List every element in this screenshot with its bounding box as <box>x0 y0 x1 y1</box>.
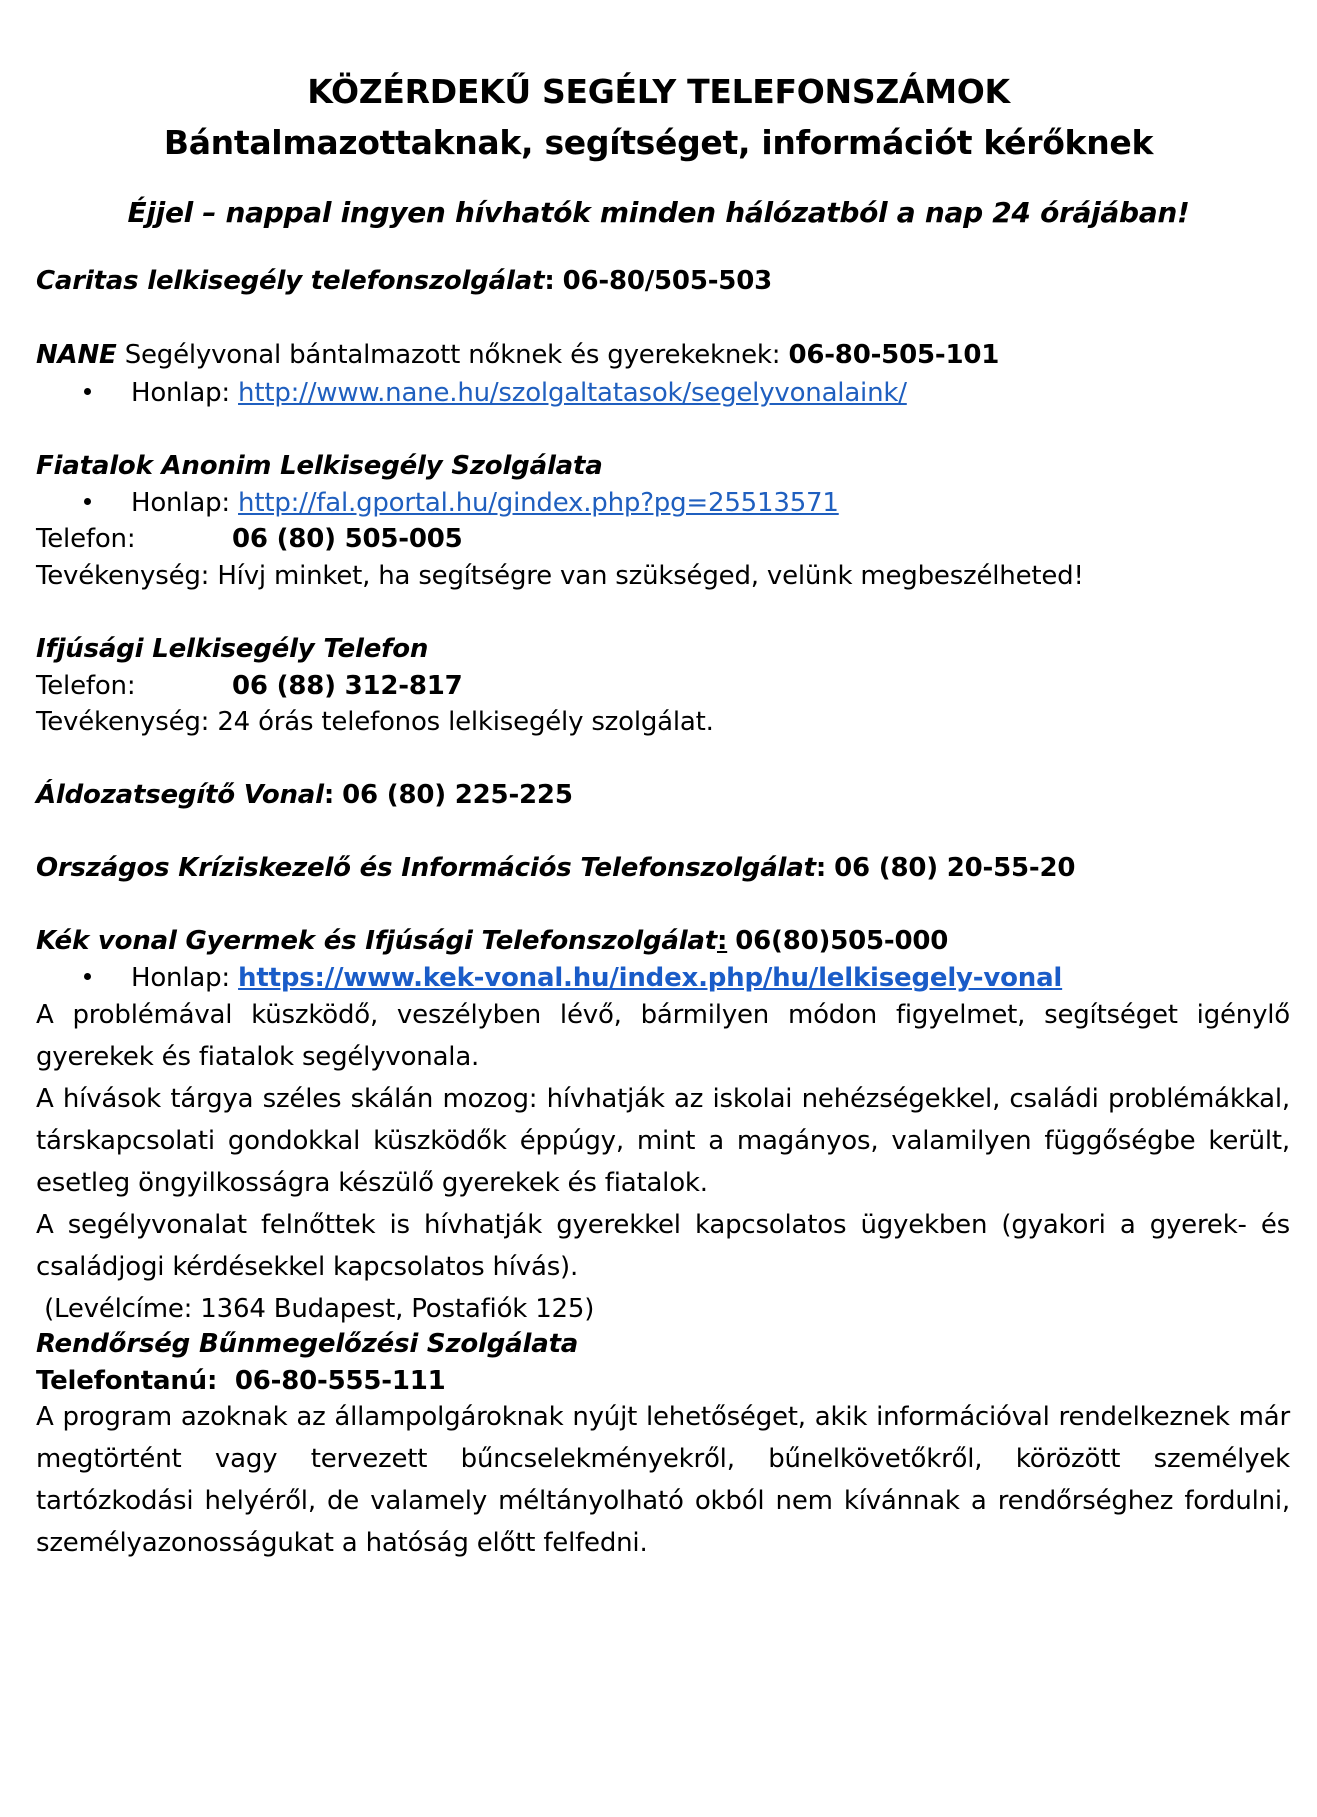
entry-ifjusagi-activity-row <box>36 707 714 737</box>
entry-rendorseg-phone-row <box>36 1366 446 1396</box>
entry-nane <box>36 340 999 370</box>
entry-aldozatsegito-phone: 06 (80) 225-225 <box>342 780 573 810</box>
kek-vonal-paragraph-2: A hívások tárgya széles skálán mozog: hívhatják az iskolai nehézségekkel, családi problémákkal, társkapcsolati gondokkal küszködők éppúgy, mint a magányos, valamilyen függőségbe került, esetleg öngyilkosságra készülő gyerekek és fiatalok. <box>36 1084 1290 1198</box>
phone-label: Telefontanú: <box>36 1366 218 1396</box>
phone-label: Telefon: <box>36 524 136 554</box>
entry-rendorseg-description <box>36 1396 1290 1564</box>
kek-vonal-paragraph-3: A segélyvonalat felnőttek is hívhatják gyerekkel kapcsolatos ügyekben (gyakori a gyerek- és családjogi kérdésekkel kapcsolatos hívás). <box>36 1210 1290 1282</box>
entry-orszagos-phone: 06 (80) 20-55-20 <box>834 853 1076 883</box>
entry-fal-phone: 06 (80) 505-005 <box>232 524 463 554</box>
bullet-icon <box>84 498 91 505</box>
activity-label: Tevékenység: <box>36 707 210 737</box>
entry-caritas-phone: 06-80/505-503 <box>562 266 772 296</box>
entry-kek-vonal-phone: 06(80)505-000 <box>735 926 949 956</box>
kek-vonal-website-link[interactable]: https://www.kek-vonal.hu/index.php/hu/lelkisegely-vonal <box>238 963 1063 993</box>
entry-orszagos-name: Országos Kríziskezelő és Információs Telefonszolgálat <box>36 853 816 883</box>
entry-kek-vonal <box>36 926 948 956</box>
entry-ifjusagi-phone-row <box>36 671 463 701</box>
entry-nane-website <box>84 378 907 408</box>
entry-ifjusagi <box>36 634 428 664</box>
bullet-icon <box>84 973 91 980</box>
website-label: Honlap: <box>131 488 230 518</box>
entry-nane-description: Segélyvonal bántalmazott nőknek és gyerekeknek: <box>124 340 781 370</box>
page-title: KÖZÉRDEKŰ SEGÉLY TELEFONSZÁMOK <box>307 72 1010 111</box>
entry-aldozatsegito-separator: : <box>323 780 335 810</box>
nane-website-link[interactable]: http://www.nane.hu/szolgaltatasok/segelyvonalaink/ <box>238 378 907 408</box>
fal-website-link[interactable]: http://fal.gportal.hu/gindex.php?pg=25513571 <box>238 488 839 518</box>
entry-orszagos <box>36 853 1075 883</box>
entry-aldozatsegito-name: Áldozatsegítő Vonal <box>36 780 324 810</box>
entry-rendorseg-phone: 06-80-555-111 <box>234 1366 446 1396</box>
entry-kek-vonal-separator: : <box>716 926 728 956</box>
entry-nane-name: NANE <box>36 340 117 370</box>
website-label: Honlap: <box>131 378 230 408</box>
website-label: Honlap: <box>131 963 230 993</box>
kek-vonal-address: (Levélcíme: 1364 Budapest, Postafiók 125) <box>36 1294 595 1324</box>
activity-label: Tevékenység: <box>36 561 210 591</box>
entry-nane-phone: 06-80-505-101 <box>788 340 1000 370</box>
entry-caritas-name: Caritas lelkisegély telefonszolgálat <box>36 266 545 296</box>
page-tagline: Éjjel – nappal ingyen hívhatók minden hálózatból a nap 24 órájában! <box>127 196 1190 229</box>
entry-fal-activity-row <box>36 561 1084 591</box>
entry-fal-name: Fiatalok Anonim Lelkisegély Szolgálata <box>36 451 603 481</box>
entry-kek-vonal-name: Kék vonal Gyermek és Ifjúsági Telefonszolgálat <box>36 926 717 956</box>
entry-caritas <box>36 266 772 296</box>
entry-ifjusagi-activity: 24 órás telefonos lelkisegély szolgálat. <box>217 707 714 737</box>
rendorseg-paragraph: A program azoknak az állampolgároknak nyújt lehetőséget, akik információval rendelkeznek már megtörtént vagy tervezett bűncselekményekről, bűnelkövetőkről, körözött személyek tartózkodási helyéről, de valamely méltányolható okból nem kívánnak a rendőrséghez fordulni, személyazonosságukat a hatóság előtt felfedni. <box>36 1402 1290 1558</box>
kek-vonal-paragraph-1: A problémával küszködő, veszélyben lévő, bármilyen módon figyelmet, segítséget igénylő gyerekek és fiatalok segélyvonala. <box>36 1000 1290 1072</box>
entry-fal-website <box>84 488 839 518</box>
entry-caritas-separator: : <box>544 266 555 296</box>
entry-kek-vonal-website <box>84 963 1062 993</box>
entry-ifjusagi-name: Ifjúsági Lelkisegély Telefon <box>36 634 429 664</box>
entry-fal <box>36 451 603 481</box>
entry-rendorseg <box>36 1329 578 1359</box>
entry-fal-phone-row <box>36 524 463 554</box>
entry-ifjusagi-phone: 06 (88) 312-817 <box>232 671 463 701</box>
phone-label: Telefon: <box>36 671 136 701</box>
entry-fal-activity: Hívj minket, ha segítségre van szükséged, velünk megbeszélheted! <box>217 561 1084 591</box>
entry-rendorseg-name: Rendőrség Bűnmegelőzési Szolgálata <box>36 1329 579 1359</box>
entry-orszagos-separator: : <box>815 853 827 883</box>
bullet-icon <box>84 388 91 395</box>
entry-kek-vonal-description <box>36 994 1290 1330</box>
page-subtitle: Bántalmazottaknak, segítséget, információt kérőknek <box>163 123 1154 162</box>
entry-aldozatsegito <box>36 780 573 810</box>
